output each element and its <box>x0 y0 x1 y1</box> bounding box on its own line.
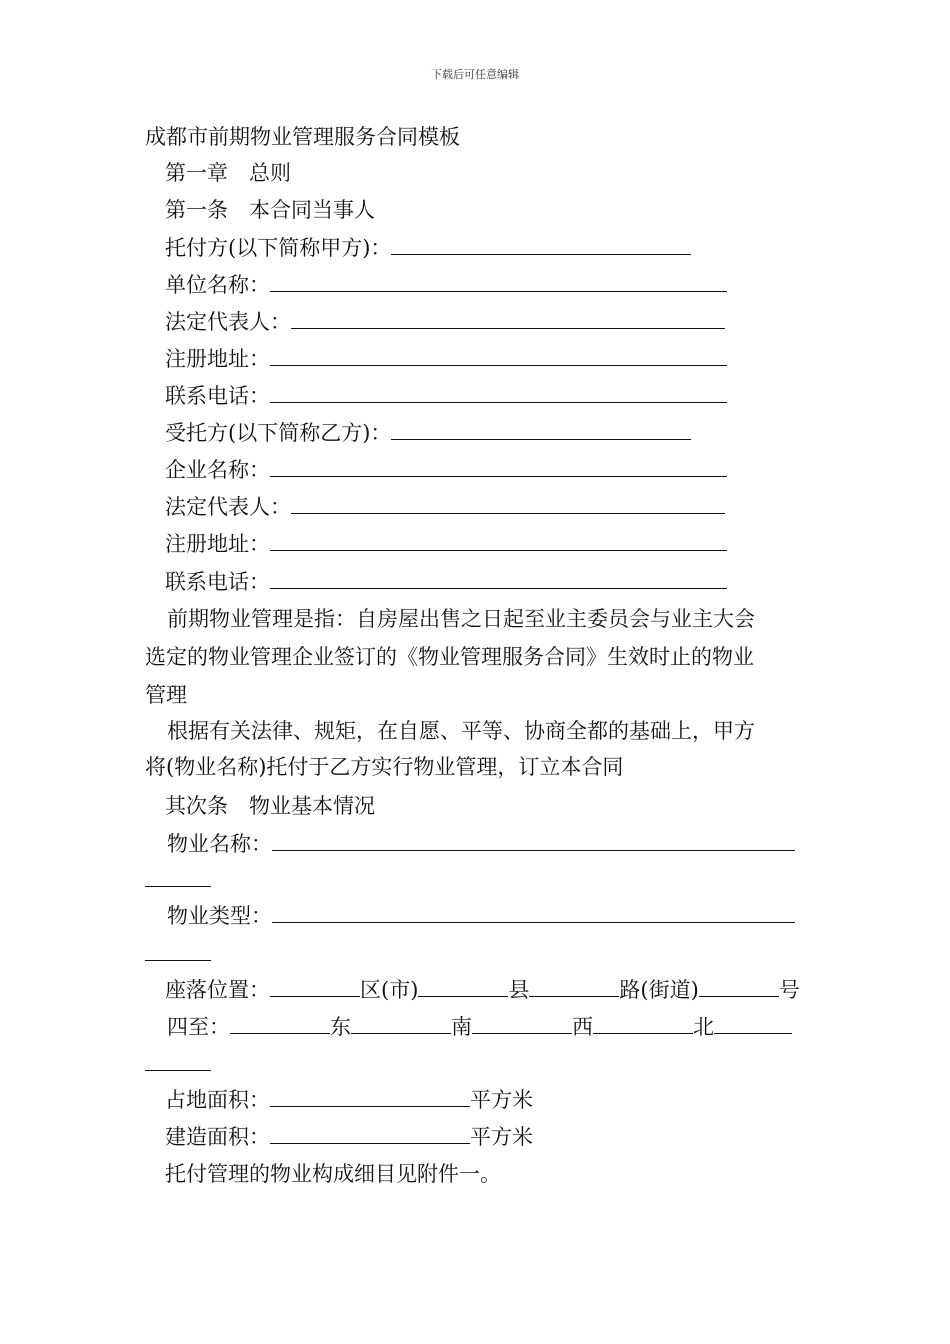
a-rep-row <box>165 308 725 335</box>
prop-type-blank-cont[interactable] <box>145 960 211 961</box>
b-rep-blank[interactable] <box>291 493 725 514</box>
land-area-label: 占地面积： <box>165 1088 270 1112</box>
b-addr-label: 注册地址： <box>165 532 270 556</box>
county-label: 县 <box>508 978 530 1002</box>
detail-note: 托付管理的物业构成细目见附件一。 <box>165 1162 501 1186</box>
party-a-label: 托付方(以下简称甲方)： <box>165 236 392 260</box>
location-label: 座落位置： <box>165 978 270 1002</box>
build-area-label: 建造面积： <box>165 1125 270 1149</box>
a-addr-blank[interactable] <box>270 345 727 366</box>
a-addr-row <box>165 345 727 372</box>
build-area-row <box>165 1123 533 1150</box>
boundary-blank-end[interactable] <box>714 1013 792 1034</box>
para1-line1: 前期物业管理是指：自房屋出售之日起至业主委员会与业主大会 <box>167 607 755 631</box>
south-label: 南 <box>451 1015 472 1039</box>
party-b-blank[interactable] <box>391 419 691 440</box>
party-a-blank[interactable] <box>391 234 691 255</box>
a-tel-blank[interactable] <box>270 382 727 403</box>
para1-line3: 管理 <box>145 683 187 707</box>
para1-line2: 选定的物业管理企业签订的《物业管理服务合同》生效时止的物业 <box>145 645 754 669</box>
build-area-blank[interactable] <box>270 1123 470 1144</box>
boundary-row <box>167 1013 792 1040</box>
para2-line2: 将(物业名称)托付于乙方实行物业管理，订立本合同 <box>145 755 624 779</box>
b-rep-label: 法定代表人： <box>165 495 291 519</box>
west-label: 西 <box>572 1015 593 1039</box>
a-tel-row <box>165 382 727 409</box>
north-label: 北 <box>693 1015 714 1039</box>
b-tel-blank[interactable] <box>270 568 727 589</box>
b-name-row <box>165 456 727 483</box>
b-tel-label: 联系电话： <box>165 570 270 594</box>
article-1-heading: 第一条 本合同当事人 <box>165 198 375 222</box>
b-tel-row <box>165 568 727 595</box>
county-blank[interactable] <box>418 976 508 997</box>
prop-name-blank-cont[interactable] <box>145 886 211 887</box>
number-label: 号 <box>778 978 800 1002</box>
a-name-label: 单位名称： <box>165 273 270 297</box>
prop-type-label: 物业类型： <box>167 904 272 928</box>
party-b-row <box>165 419 691 446</box>
prop-name-label: 物业名称： <box>167 832 272 856</box>
b-rep-row <box>165 493 725 520</box>
a-tel-label: 联系电话： <box>165 384 270 408</box>
article-2-heading: 其次条 物业基本情况 <box>165 794 375 818</box>
a-name-row <box>165 271 727 298</box>
b-addr-blank[interactable] <box>270 530 727 551</box>
district-label: 区(市) <box>360 978 419 1002</box>
a-rep-label: 法定代表人： <box>165 310 291 334</box>
party-a-row <box>165 234 691 261</box>
east-label: 东 <box>330 1015 351 1039</box>
prop-type-blank[interactable] <box>272 902 795 923</box>
road-blank[interactable] <box>529 976 619 997</box>
header-note: 下载后可任意编辑 <box>431 68 519 81</box>
para2-line1: 根据有关法律、规矩，在自愿、平等、协商全都的基础上，甲方 <box>167 719 755 743</box>
district-blank[interactable] <box>270 976 360 997</box>
b-name-label: 企业名称： <box>165 458 270 482</box>
road-label: 路(街道) <box>619 978 699 1002</box>
b-name-blank[interactable] <box>270 456 727 477</box>
a-rep-blank[interactable] <box>291 308 725 329</box>
south-blank[interactable] <box>351 1013 451 1034</box>
boundary-blank-cont[interactable] <box>145 1070 211 1071</box>
land-area-row <box>165 1086 533 1113</box>
west-blank[interactable] <box>472 1013 572 1034</box>
b-addr-row <box>165 530 727 557</box>
location-row <box>165 976 800 1003</box>
north-blank[interactable] <box>593 1013 693 1034</box>
a-addr-label: 注册地址： <box>165 347 270 371</box>
boundary-label: 四至： <box>167 1015 230 1039</box>
a-name-blank[interactable] <box>270 271 727 292</box>
land-area-blank[interactable] <box>270 1086 470 1107</box>
party-b-label: 受托方(以下简称乙方)： <box>165 421 392 445</box>
build-area-unit: 平方米 <box>470 1125 533 1149</box>
number-blank[interactable] <box>699 976 779 997</box>
land-area-unit: 平方米 <box>470 1088 533 1112</box>
doc-title: 成都市前期物业管理服务合同模板 <box>145 125 460 149</box>
prop-type-row <box>167 902 795 929</box>
east-blank[interactable] <box>230 1013 330 1034</box>
prop-name-blank[interactable] <box>272 830 795 851</box>
prop-name-row <box>167 830 795 857</box>
chapter-heading: 第一章 总则 <box>165 161 291 185</box>
